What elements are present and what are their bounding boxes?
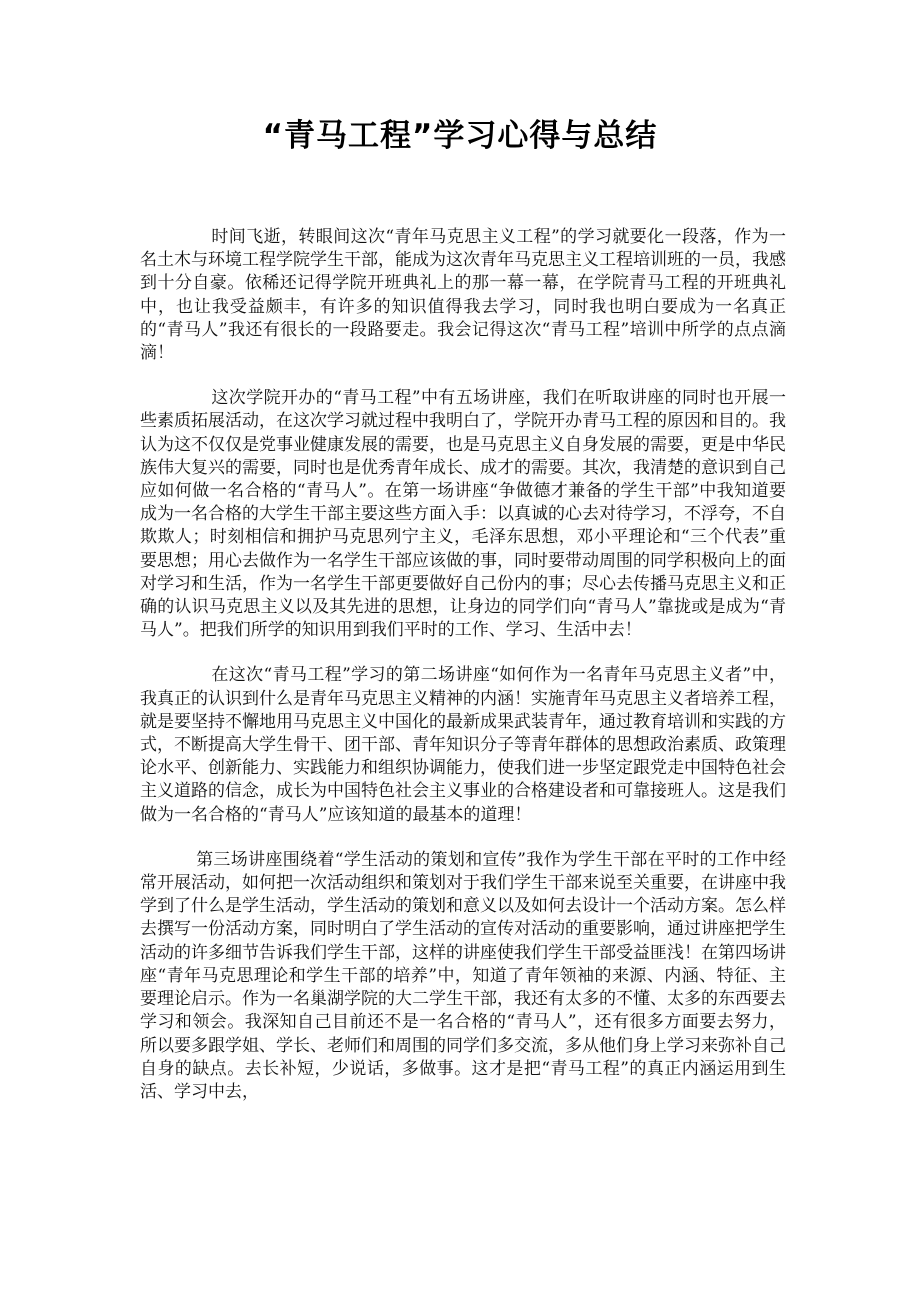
document-title: “青马工程”学习心得与总结 [262, 118, 658, 154]
paragraph-2: 这次学院开办的“青马工程”中有五场讲座，我们在听取讲座的同时也开展一些素质拓展活动，在这次学习就过程中我明白了，学院开办青马工程的原因和目的。我认为这不仅仅是党事业健康发展的需要，也是马克思主义自身发展的需要，更是中华民族伟大复兴的需要，同时也是优秀青年成长、成才的需要。其次，我清楚的意识到自己应如何做一名合格的“青马人”。在第一场讲座“争做德才兼备的学生干部”中我知道要成为一名合格的大学生干部主要这些方面入手：以真诚的心去对待学习，不浮夸，不自欺欺人；时刻相信和拥护马克思列宁主义，毛泽东思想，邓小平理论和“三个代表”重要思想；用心去做作为一名学生干部应该做的事，同时要带动周围的同学积极向上的面对学习和生活，作为一名学生干部更要做好自己份内的事；尽心去传播马克思主义和正确的认识马克思主义以及其先进的思想，让身边的同学们向“青马人”靠拢或是成为“青马人”。把我们所学的知识用到我们平时的工作、学习、生活中去！ [140, 388, 786, 641]
paragraph-1: 时间飞逝，转眼间这次“青年马克思主义工程”的学习就要化一段落，作为一名土木与环境工程学院学生干部，能成为这次青年马克思主义工程培训班的一员，我感到十分自豪。依稀还记得学院开班典礼上的那一幕一幕，在学院青马工程的开班典礼中，也让我受益颇丰，有许多的知识值得我去学习，同时我也明白要成为一名真正的“青马人”我还有很长的一段路要走。我会记得这次“青马工程”培训中所学的点点滴滴！ [140, 227, 786, 364]
paragraph-4: 第三场讲座围绕着“学生活动的策划和宣传”我作为学生干部在平时的工作中经常开展活动，如何把一次活动组织和策划对于我们学生干部来说至关重要，在讲座中我学到了什么是学生活动，学生活动的策划和意义以及如何去设计一个活动方案。怎么样去撰写一份活动方案，同时明白了学生活动的宣传对活动的重要影响，通过讲座把学生活动的许多细节告诉我们学生干部，这样的讲座使我们学生干部受益匪浅！在第四场讲座“青年马克思理论和学生干部的培养”中，知道了青年领袖的来源、内涵、特征、主要理论启示。作为一名巢湖学院的大二学生干部，我还有太多的不懂、太多的东西要去学习和领会。我深知自己目前还不是一名合格的“青马人”，还有很多方面要去努力，所以要多跟学姐、学长、老师们和周围的同学们多交流，多从他们身上学习来弥补自己自身的缺点。去长补短，少说话，多做事。这才是把“青马工程”的真正内涵运用到生活、学习中去， [140, 849, 786, 1102]
paragraph-3: 在这次“青马工程”学习的第二场讲座“如何作为一名青年马克思主义者”中，我真正的认识到什么是青年马克思主义精神的内涵！实施青年马克思主义者培养工程，就是要坚持不懈地用马克思主义中国化的最新成果武装青年，通过教育培训和实践的方式，不断提高大学生骨干、团干部、青年知识分子等青年群体的思想政治素质、政策理论水平、创新能力、实践能力和组织协调能力，使我们进一步坚定跟党走中国特色社会主义道路的信念，成长为中国特色社会主义事业的合格建设者和可靠接班人。这是我们做为一名合格的“青马人”应该知道的最基本的道理！ [140, 665, 786, 825]
document-body [140, 226, 786, 1126]
